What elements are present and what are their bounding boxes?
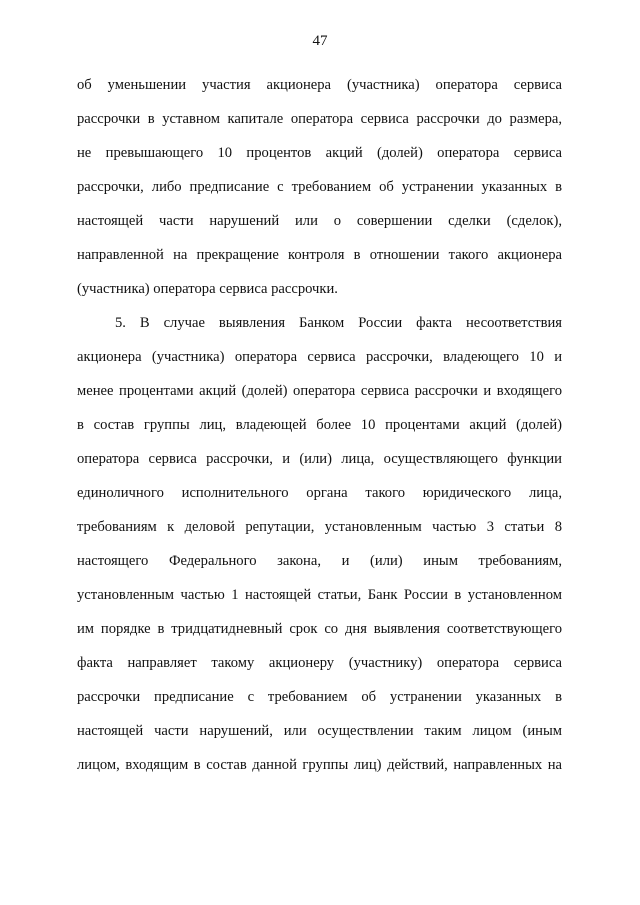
text-line: требованиям к деловой репутации, установленным частью 3 статьи 8: [77, 519, 562, 535]
text-line: направленной на прекращение контроля в отношении такого акционера: [77, 247, 562, 263]
text-line: рассрочки в уставном капитале оператора сервиса рассрочки до размера,: [77, 111, 562, 127]
text-line: им порядке в тридцатидневный срок со дня выявления соответствующего: [77, 621, 562, 637]
text-line: 5. В случае выявления Банком России факта несоответствия: [115, 315, 562, 331]
text-line: факта направляет такому акционеру (участнику) оператора сервиса: [77, 655, 562, 671]
text-line: акционера (участника) оператора сервиса рассрочки, владеющего 10 и: [77, 349, 562, 365]
paragraph-item-5: [77, 310, 562, 786]
text-line: единоличного исполнительного органа такого юридического лица,: [77, 485, 562, 501]
document-body: [77, 72, 562, 786]
page-number: 47: [312, 33, 328, 49]
text-line: об уменьшении участия акционера (участника) оператора сервиса: [77, 77, 562, 93]
text-line: оператора сервиса рассрочки, и (или) лица, осуществляющего функции: [77, 451, 562, 467]
text-line: в состав группы лиц, владеющей более 10 процентами акций (долей): [77, 417, 562, 433]
text-line: рассрочки, либо предписание с требованием об устранении указанных в: [77, 179, 562, 195]
paragraph-continuation: [77, 72, 562, 310]
text-line: (участника) оператора сервиса рассрочки.: [77, 281, 338, 297]
text-line: лицом, входящим в состав данной группы лиц) действий, направленных на: [77, 757, 562, 773]
text-line: установленным частью 1 настоящей статьи, Банк России в установленном: [77, 587, 562, 603]
text-line: рассрочки предписание с требованием об устранении указанных в: [77, 689, 562, 705]
text-line: настоящей части нарушений, или осуществлении таким лицом (иным: [77, 723, 562, 739]
text-line: не превышающего 10 процентов акций (долей) оператора сервиса: [77, 145, 562, 161]
text-line: настоящей части нарушений или о совершении сделки (сделок),: [77, 213, 562, 229]
text-line: настоящего Федерального закона, и (или) иным требованиям,: [77, 553, 562, 569]
text-line: менее процентами акций (долей) оператора сервиса рассрочки и входящего: [77, 383, 562, 399]
